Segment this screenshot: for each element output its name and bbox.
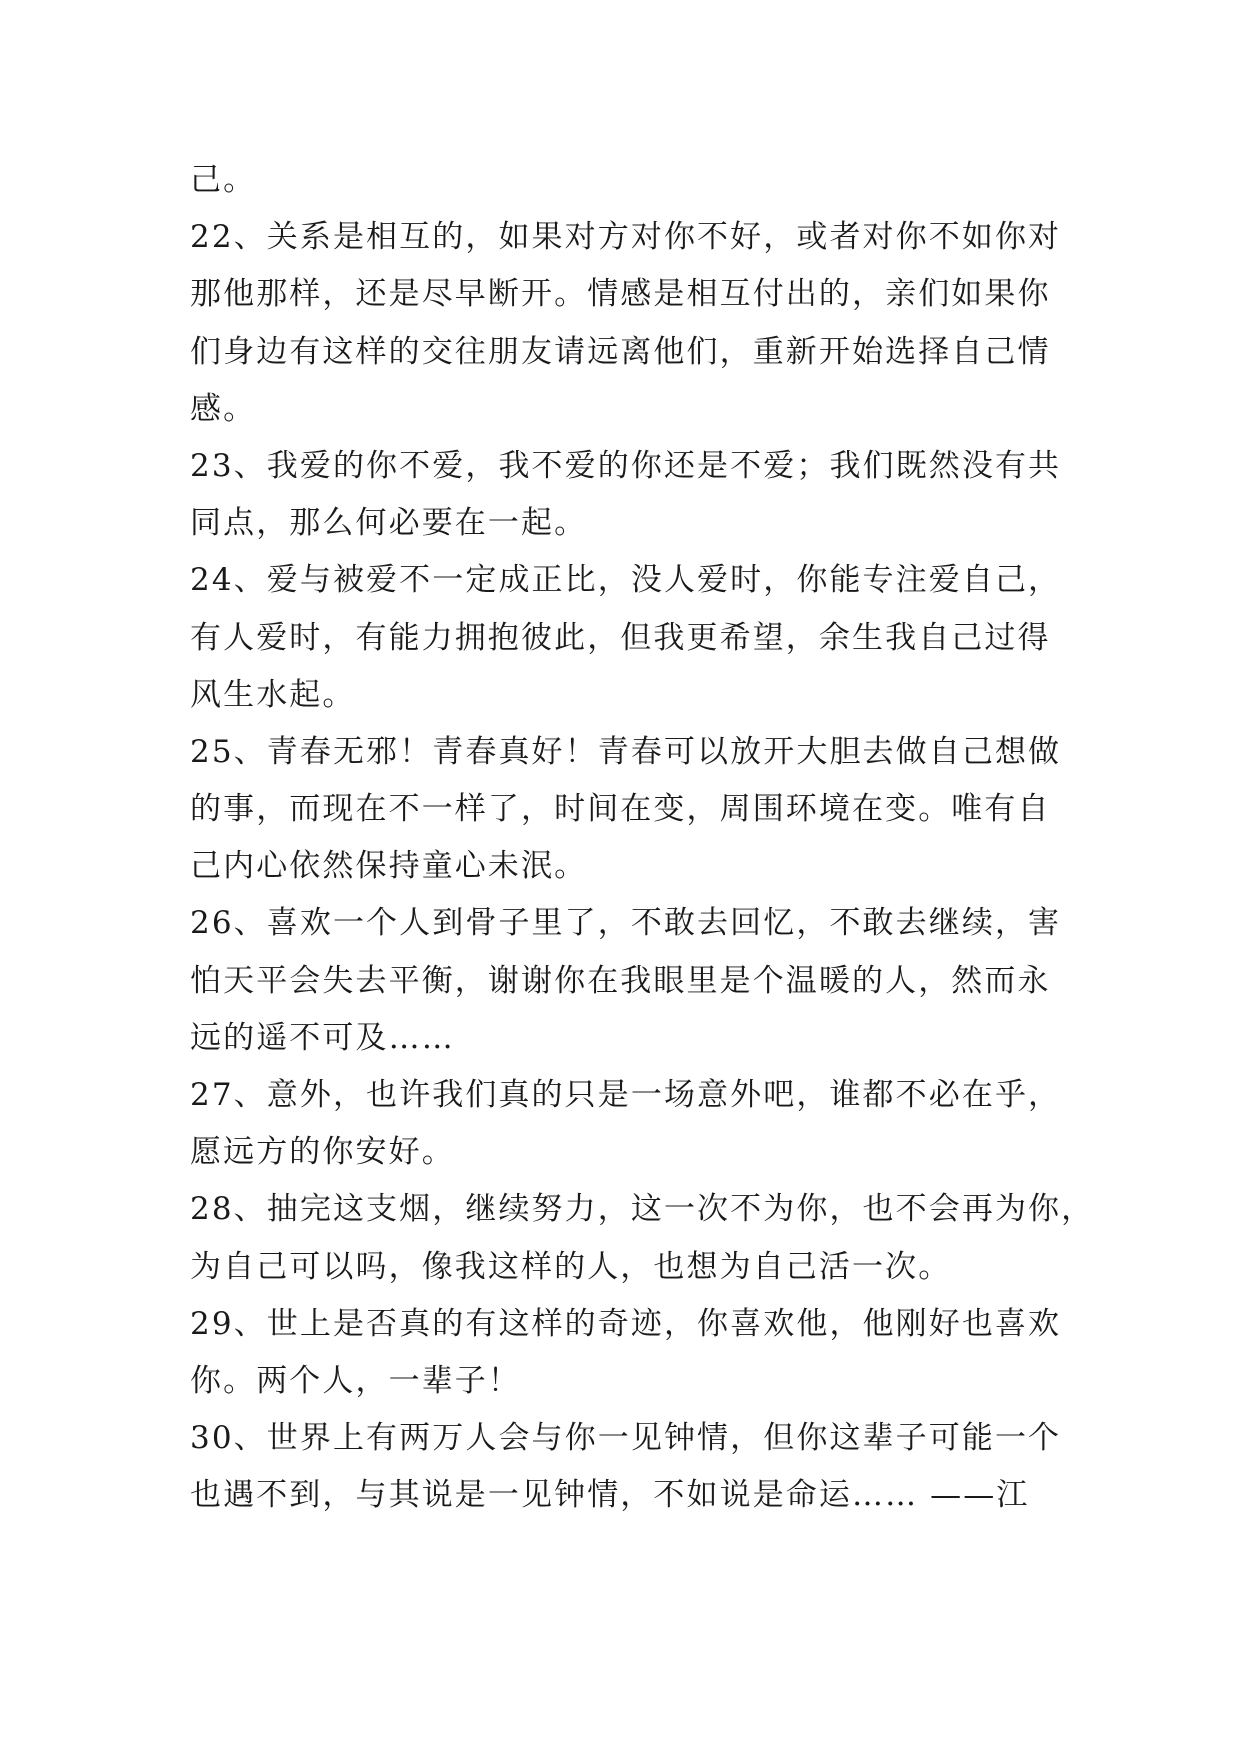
text-line: 23、我爱的你不爱，我不爱的你还是不爱；我们既然没有共 — [190, 447, 1062, 484]
text-line: 怕天平会失去平衡，谢谢你在我眼里是个温暖的人，然而永 — [190, 962, 1051, 999]
text-line: 24、爱与被爱不一定成正比，没人爱时，你能专注爱自己， — [190, 562, 1062, 599]
text-line: 25、青春无邪！青春真好！青春可以放开大胆去做自己想做 — [190, 733, 1062, 770]
text-line: 27、意外，也许我们真的只是一场意外吧，谁都不必在乎， — [190, 1077, 1062, 1113]
text-line: 远的遥不可及…… — [190, 1019, 455, 1056]
text-line: 30、世界上有两万人会与你一见钟情，但你这辈子可能一个 — [190, 1420, 1062, 1457]
text-line: 感。 — [190, 390, 257, 427]
text-line: 你。两个人，一辈子！ — [190, 1362, 521, 1399]
text-line: 22、关系是相互的，如果对方对你不好，或者对你不如你对 — [190, 219, 1062, 256]
text-line: 愿远方的你安好。 — [190, 1134, 455, 1171]
text-line: 的事，而现在不一样了，时间在变，周围环境在变。唯有自 — [190, 791, 1051, 828]
text-line: 有人爱时，有能力拥抱彼此，但我更希望，余生我自己过得 — [190, 619, 1051, 656]
text-line: 29、世上是否真的有这样的奇迹，你喜欢他，他刚好也喜欢 — [190, 1305, 1062, 1342]
text-line: 那他那样，还是尽早断开。情感是相互付出的，亲们如果你 — [190, 276, 1051, 313]
text-line: 同点，那么何必要在一起。 — [190, 505, 588, 542]
text-line: 己内心依然保持童心未泯。 — [190, 848, 588, 885]
text-line: 们身边有这样的交往朋友请远离他们，重新开始选择自己情 — [190, 333, 1051, 370]
document-body — [190, 152, 1095, 1525]
text-line: 为自己可以吗，像我这样的人，也想为自己活一次。 — [190, 1248, 952, 1285]
text-line: 28、抽完这支烟，继续努力，这一次不为你，也不会再为你， — [190, 1191, 1095, 1228]
text-line: 26、喜欢一个人到骨子里了，不敢去回忆，不敢去继续，害 — [190, 905, 1062, 942]
text-line: 也遇不到，与其说是一见钟情，不如说是命运…… ——江 — [190, 1477, 1030, 1514]
text-line: 风生水起。 — [190, 676, 356, 713]
text-line: 己。 — [190, 162, 257, 198]
